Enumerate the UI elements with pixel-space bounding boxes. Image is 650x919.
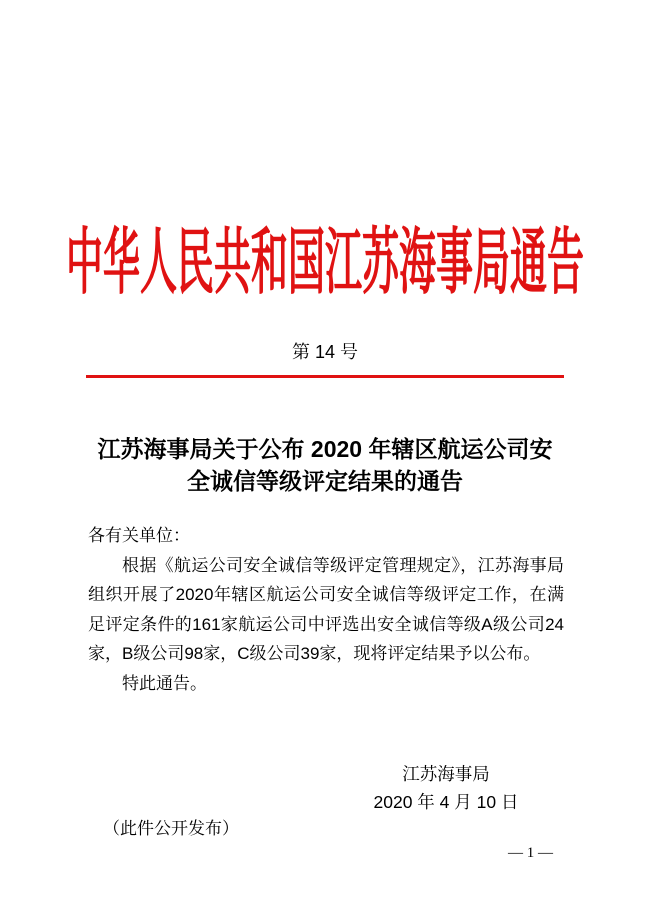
body-paragraph: 根据《航运公司安全诚信等级评定管理规定》，江苏海事局组织开展了2020年辖区航运公司安全诚信等级评定工作，在满足评定条件的161家航运公司中评选出安全诚信等级A级公司24家，B级公司98家，C级公司39家，现将评定结果予以公布。: [88, 555, 564, 663]
notice-title-line-1: 江苏海事局关于公布 2020 年辖区航运公司安: [97, 436, 553, 462]
signature-date: 2020 年 4 月 10 日: [373, 792, 519, 812]
masthead-title: 中华人民共和国江苏海事局通告: [66, 222, 584, 303]
masthead: [0, 222, 650, 303]
issue-number: 第 14 号: [291, 342, 359, 362]
footer-note: （此件公开发布）: [103, 819, 239, 838]
notice-title: [30, 433, 620, 497]
page-number: — 1 —: [508, 845, 553, 861]
notice-title-line-2: 全诚信等级评定结果的通告: [187, 468, 463, 494]
signature-block: [326, 760, 566, 816]
signature-issuer: 江苏海事局: [402, 764, 490, 784]
notice-body: [88, 521, 564, 698]
salutation: 各有关单位：: [88, 526, 190, 545]
closing-phrase: 特此通告。: [122, 673, 207, 693]
red-divider-rule: [86, 375, 564, 378]
